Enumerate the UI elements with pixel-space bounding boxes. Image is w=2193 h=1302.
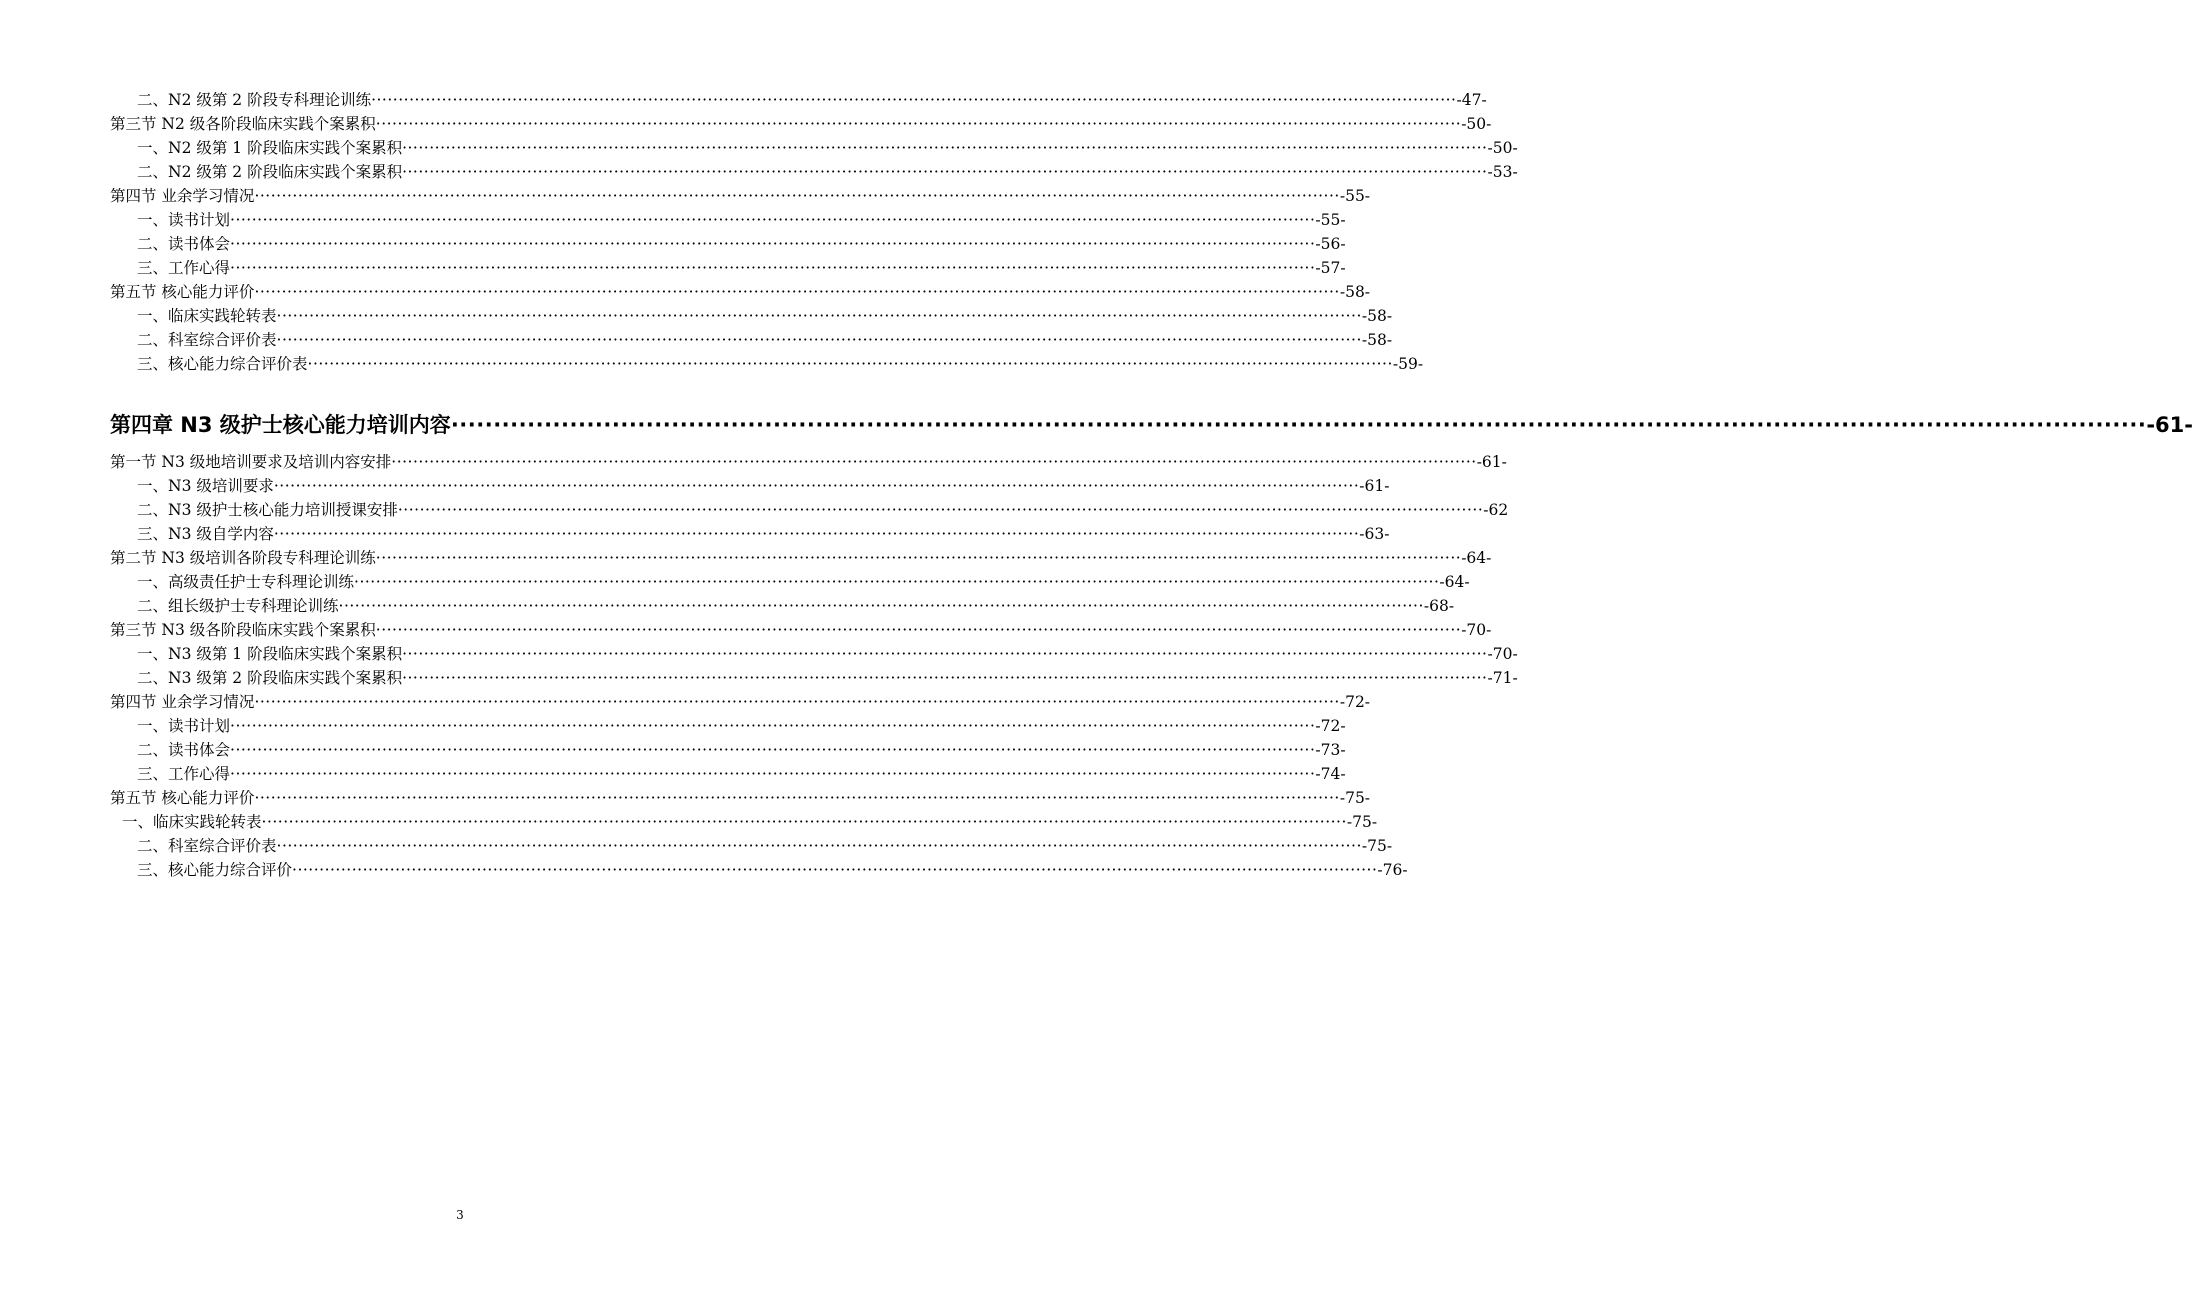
toc-entry-title: 一、临床实践轮转表: [137, 307, 277, 325]
toc-entry-page: -50-: [1461, 115, 1492, 133]
toc-entry[interactable]: [137, 138, 1518, 158]
toc-entry-page: -53-: [1487, 163, 1518, 181]
toc-entry-title: 三、工作心得: [137, 259, 231, 277]
toc-leader: ········································································································································································································: [371, 91, 1457, 109]
toc-entry-page: -72-: [1315, 717, 1346, 735]
toc-leader: ········································································································································································································: [276, 837, 1362, 855]
toc-section[interactable]: [110, 692, 1371, 712]
toc-leader: ········································································································································································································: [254, 789, 1340, 807]
toc-entry[interactable]: [137, 330, 1393, 350]
toc-entry-title: 一、N3 级第 1 阶段临床实践个案累积: [137, 645, 403, 663]
toc-entry[interactable]: [137, 210, 1346, 230]
toc-leader: ········································································································································································································: [273, 477, 1360, 495]
toc-entry[interactable]: [137, 764, 1346, 784]
toc-section[interactable]: [110, 788, 1371, 808]
toc-leader: ········································································································································································································: [230, 235, 1316, 253]
toc-entry-page: -62: [1483, 501, 1509, 519]
toc-entry-title: 第三节 N3 级各阶段临床实践个案累积: [110, 621, 376, 639]
toc-section[interactable]: [110, 186, 1371, 206]
toc-entry[interactable]: [137, 234, 1346, 254]
toc-entry-page: -58-: [1339, 283, 1371, 301]
toc-leader: ········································································································································································································: [230, 741, 1316, 759]
chapter-page: -61-: [2146, 413, 2193, 437]
toc-section[interactable]: [110, 620, 1492, 640]
toc-entry-title: 三、工作心得: [137, 765, 231, 783]
toc-leader: ········································································································································································································: [230, 211, 1316, 229]
toc-entry-page: -72-: [1339, 693, 1371, 711]
toc-entry-page: -63-: [1359, 525, 1390, 543]
toc-entry-title: 第五节 核心能力评价: [110, 283, 255, 301]
toc-entry-title: 二、N2 级第 2 阶段专科理论训练: [137, 91, 372, 109]
toc-entry-page: -47-: [1456, 91, 1487, 109]
toc-entry-page: -55-: [1339, 187, 1371, 205]
toc-section[interactable]: [110, 452, 1507, 472]
toc-entry-title: 二、科室综合评价表: [137, 837, 277, 855]
toc-entry[interactable]: [137, 644, 1518, 664]
toc-entry-page: -57-: [1315, 259, 1346, 277]
toc-entry-title: 第五节 核心能力评价: [110, 789, 255, 807]
toc-entry-title: 第四节 业余学习情况: [110, 187, 255, 205]
toc-entry-title: 第二节 N3 级培训各阶段专科理论训练: [110, 549, 376, 567]
toc-entry[interactable]: [137, 354, 1424, 374]
toc-entry-page: -58-: [1361, 307, 1393, 325]
toc-leader: ········································································································································································································: [273, 525, 1360, 543]
toc-leader: ········································································································································································································: [230, 259, 1316, 277]
toc-entry-page: -56-: [1315, 235, 1346, 253]
toc-entry-page: -55-: [1315, 211, 1346, 229]
toc-entry-title: 一、高级责任护士专科理论训练: [137, 573, 355, 591]
toc-entry-page: -75-: [1361, 837, 1393, 855]
toc-leader: ········································································································································································································: [276, 307, 1362, 325]
toc-leader: ········································································································································································································: [354, 573, 1440, 591]
toc-leader: ········································································································································································································: [375, 621, 1462, 639]
toc-leader: ········································································································································································································: [397, 501, 1484, 519]
toc-entry-title: 三、核心能力综合评价: [137, 861, 293, 879]
toc-entry-title: 二、科室综合评价表: [137, 331, 277, 349]
toc-entry-page: -64-: [1439, 573, 1470, 591]
toc-leader: ········································································································································································································: [338, 597, 1424, 615]
toc-leader: ········································································································································································································: [391, 453, 1477, 471]
toc-entry[interactable]: [137, 716, 1346, 736]
toc-section[interactable]: [110, 114, 1492, 134]
toc-entry-title: 二、组长级护士专科理论训练: [137, 597, 339, 615]
toc-entry-title: 三、核心能力综合评价表: [137, 355, 308, 373]
toc-leader: ········································································································································································································: [375, 549, 1462, 567]
toc-entry-title: 第四节 业余学习情况: [110, 693, 255, 711]
toc-entry-title: 第三节 N2 级各阶段临床实践个案累积: [110, 115, 376, 133]
toc-entry[interactable]: [137, 596, 1455, 616]
toc-leader: ········································································································································································································: [254, 283, 1340, 301]
toc-leader: ········································································································································································································: [307, 355, 1393, 373]
toc-entry[interactable]: [137, 836, 1393, 856]
toc-entry-page: -75-: [1339, 789, 1371, 807]
toc-entry-page: -70-: [1461, 621, 1492, 639]
toc-entry-title: 第一节 N3 级地培训要求及培训内容安排: [110, 453, 392, 471]
toc-entry-title: 二、N2 级第 2 阶段临床实践个案累积: [137, 163, 403, 181]
toc-entry[interactable]: [137, 258, 1346, 278]
toc-leader: ········································································································································································································: [230, 765, 1316, 783]
toc-chapter[interactable]: [110, 412, 2193, 438]
toc-entry[interactable]: [137, 90, 1487, 110]
toc-entry-page: -73-: [1315, 741, 1346, 759]
toc-entry-page: -50-: [1487, 139, 1518, 157]
toc-entry-page: -61-: [1359, 477, 1390, 495]
toc-entry-title: 一、N2 级第 1 阶段临床实践个案累积: [137, 139, 403, 157]
toc-entry[interactable]: [137, 476, 1390, 496]
toc-entry[interactable]: [137, 572, 1470, 592]
toc-entry-title: 一、N3 级培训要求: [137, 477, 274, 495]
toc-entry-title: 一、读书计划: [137, 717, 231, 735]
toc-entry[interactable]: [122, 812, 1378, 832]
toc-leader: ········································································································································································································: [254, 693, 1340, 711]
toc-leader: ········································································································································································································: [230, 717, 1316, 735]
toc-entry[interactable]: [137, 162, 1518, 182]
toc-entry-page: -75-: [1346, 813, 1378, 831]
toc-entry-title: 二、N3 级第 2 阶段临床实践个案累积: [137, 669, 403, 687]
chapter-title: 第四章 N3 级护士核心能力培训内容: [110, 413, 451, 437]
toc-entry-title: 三、N3 级自学内容: [137, 525, 274, 543]
toc-leader: ········································································································································································································: [402, 669, 1488, 687]
toc-entry[interactable]: [137, 668, 1518, 688]
toc-entry-title: 二、读书体会: [137, 235, 231, 253]
toc-entry-title: 二、读书体会: [137, 741, 231, 759]
toc-entry-page: -64-: [1461, 549, 1492, 567]
toc-entry-title: 二、N3 级护士核心能力培训授课安排: [137, 501, 398, 519]
toc-entry-page: -70-: [1487, 645, 1518, 663]
toc-entry-page: -58-: [1361, 331, 1393, 349]
toc-leader: ········································································································································································································: [450, 413, 2147, 437]
toc-leader: ········································································································································································································: [402, 163, 1488, 181]
toc-entry-page: -68-: [1423, 597, 1455, 615]
toc-entry[interactable]: [137, 500, 1509, 520]
toc-section[interactable]: [110, 548, 1492, 568]
toc-entry[interactable]: [137, 860, 1408, 880]
toc-leader: ········································································································································································································: [254, 187, 1340, 205]
toc-entry[interactable]: [137, 306, 1393, 326]
toc-leader: ········································································································································································································: [375, 115, 1462, 133]
toc-entry[interactable]: [137, 740, 1346, 760]
toc-entry-title: 一、读书计划: [137, 211, 231, 229]
toc-entry-page: -74-: [1315, 765, 1346, 783]
toc-leader: ········································································································································································································: [402, 139, 1488, 157]
toc-leader: ········································································································································································································: [292, 861, 1378, 879]
page-number: 3: [456, 1208, 464, 1222]
toc-leader: ········································································································································································································: [402, 645, 1488, 663]
toc-entry-page: -76-: [1377, 861, 1408, 879]
toc-entry-page: -61-: [1476, 453, 1507, 471]
toc-leader: ········································································································································································································: [276, 331, 1362, 349]
toc-section[interactable]: [110, 282, 1371, 302]
toc-entry-title: 一、临床实践轮转表: [122, 813, 262, 831]
toc-entry-page: -59-: [1392, 355, 1424, 373]
toc-entry-page: -71-: [1487, 669, 1518, 687]
toc-leader: ········································································································································································································: [261, 813, 1347, 831]
toc-entry[interactable]: [137, 524, 1390, 544]
